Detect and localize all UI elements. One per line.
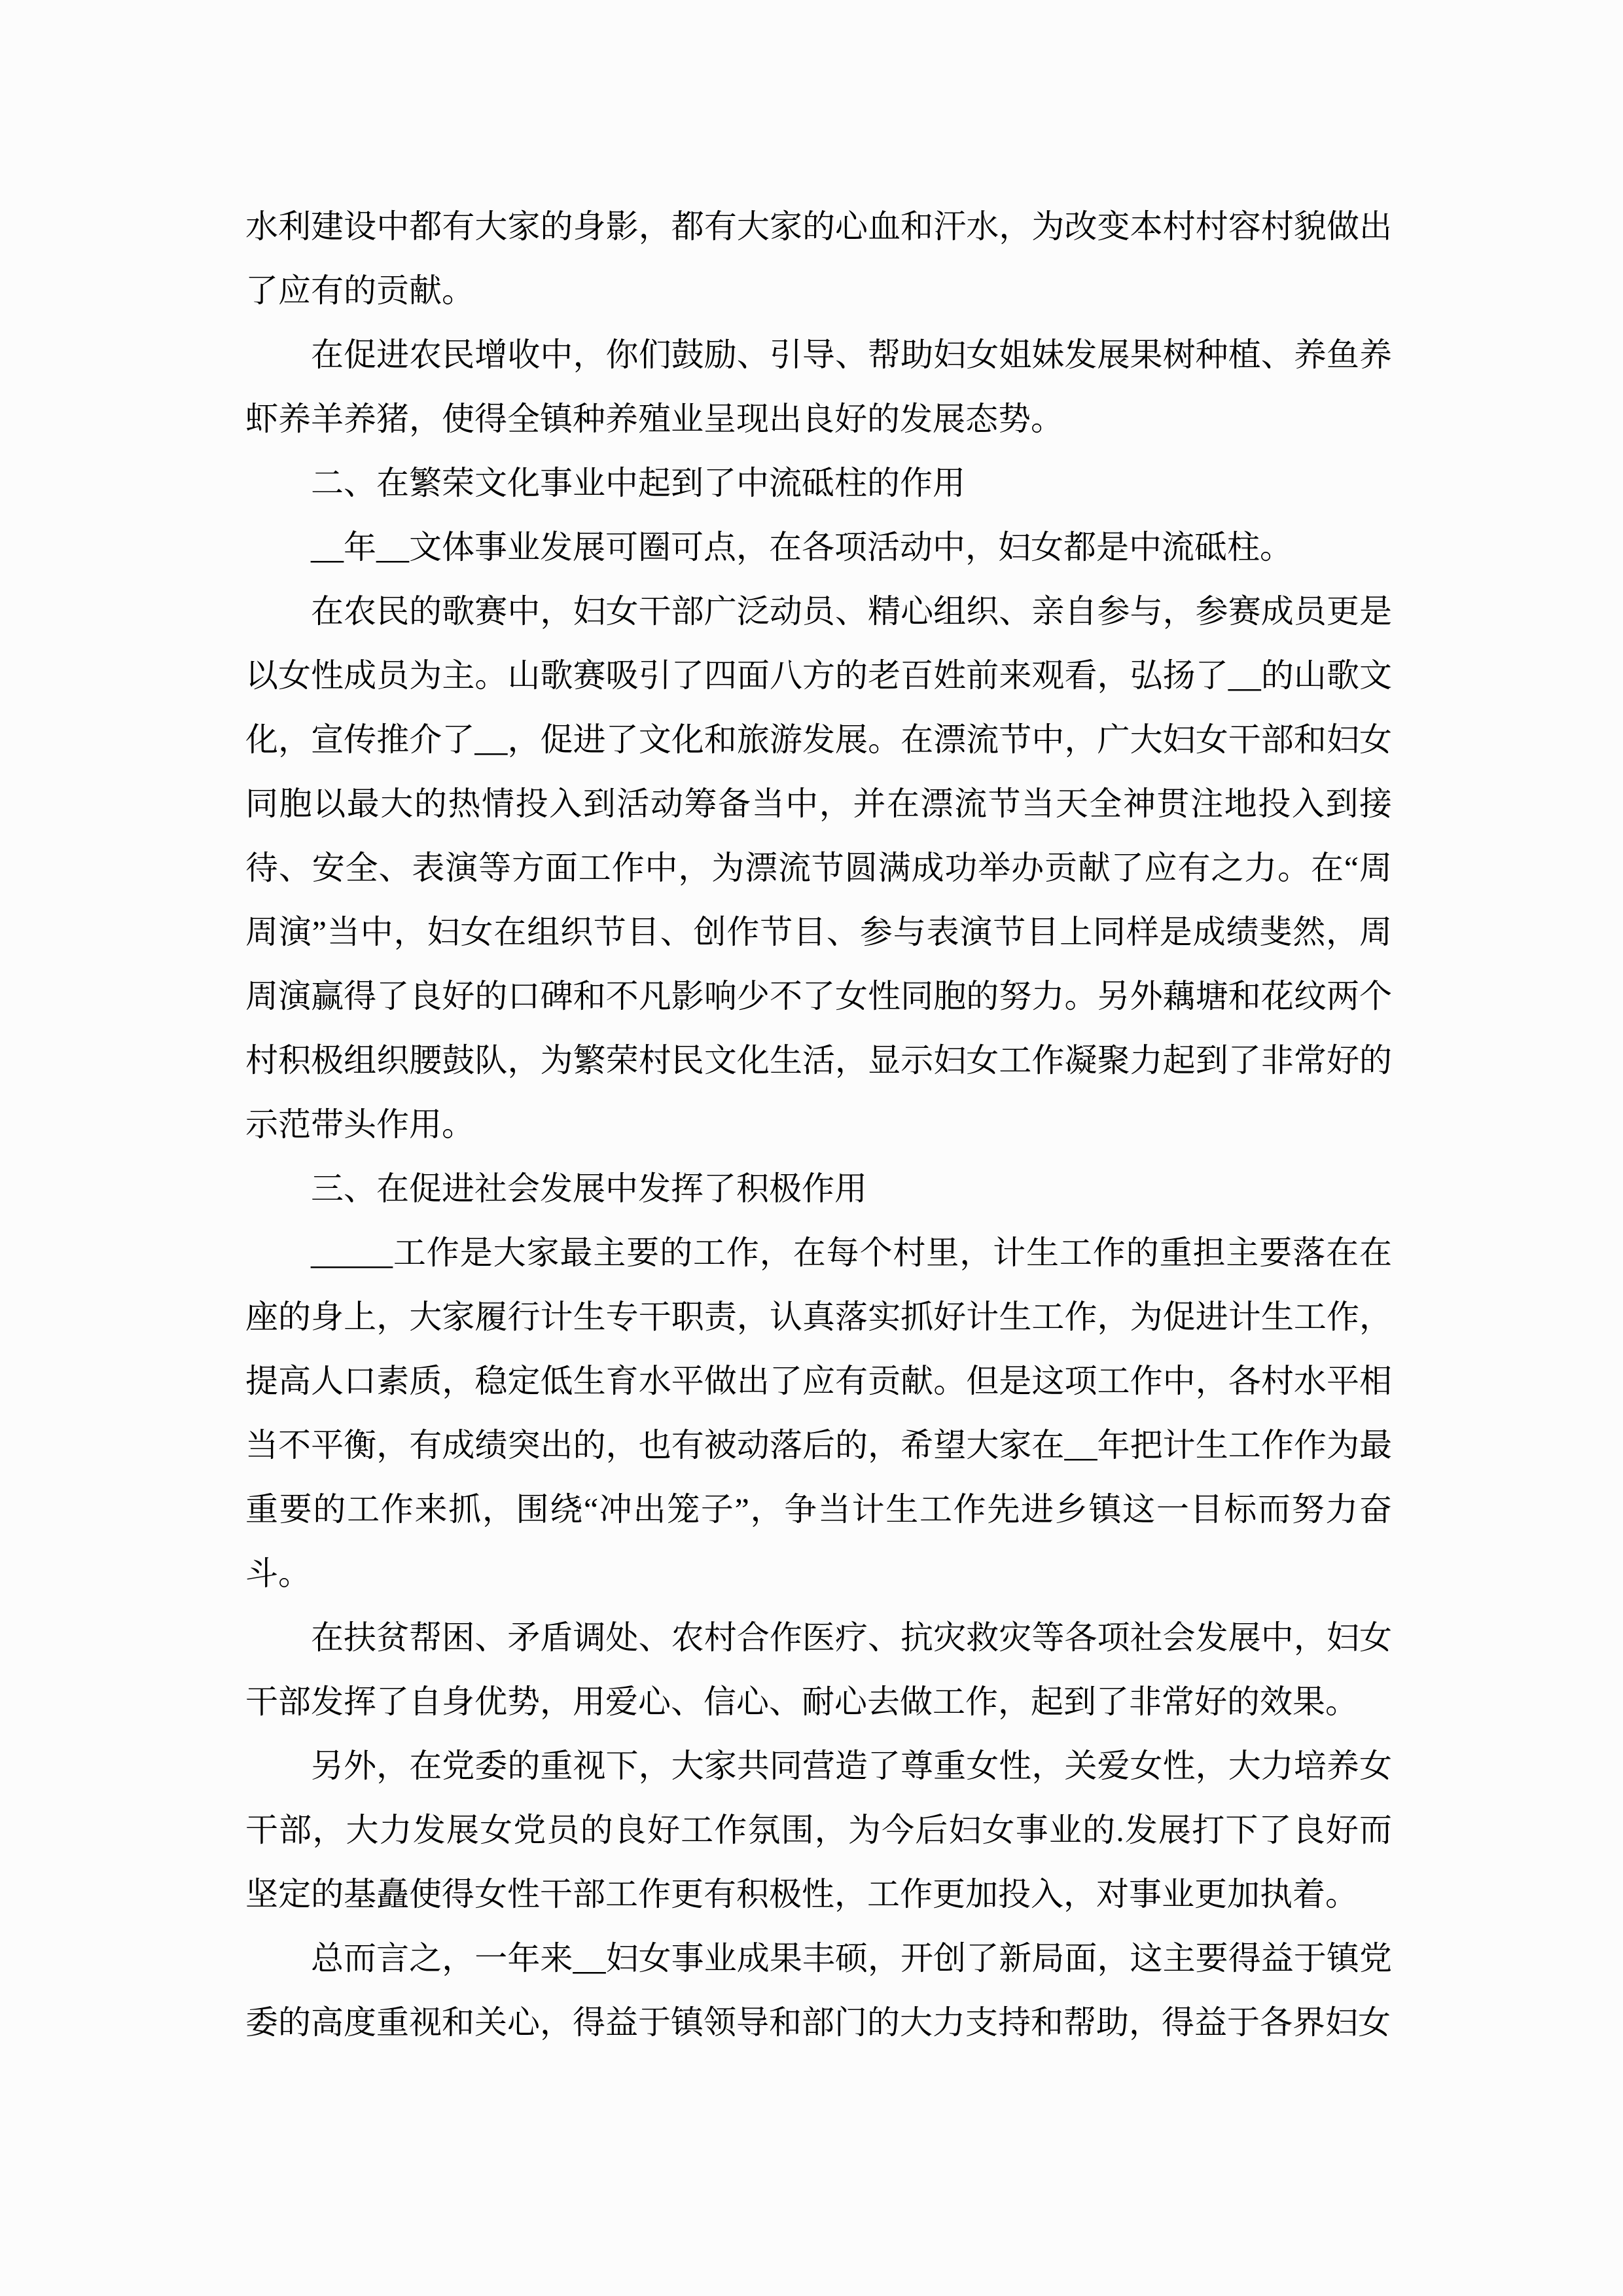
paragraph-water-conservancy: 水利建设中都有大家的身影，都有大家的心血和汗水，为改变本村村容村貌做出了应有的贡献。	[245, 208, 1392, 309]
paragraph-farmer-income: 在促进农民增收中，你们鼓励、引导、帮助妇女姐妹发展果树种植、养鱼养虾养羊养猪，使得全镇种养殖业呈现出良好的发展态势。	[245, 336, 1392, 437]
document-text-body	[245, 194, 1392, 2054]
paragraph-culture-sports-intro: __年__文体事业发展可圈可点，在各项活动中，妇女都是中流砥柱。	[311, 529, 1293, 565]
paragraph-poverty-relief: 在扶贫帮困、矛盾调处、农村合作医疗、抗灾救灾等各项社会发展中，妇女干部发挥了自身优势，用爱心、信心、耐心去做工作，起到了非常好的效果。	[245, 1619, 1392, 1720]
section-heading-culture: 二、在繁荣文化事业中起到了中流砥柱的作用	[311, 465, 965, 501]
paragraph-family-planning: _____工作是大家最主要的工作，在每个村里，计生工作的重担主要落在在座的身上，大家履行计生专干职责，认真落实抓好计生工作，为促进计生工作，提高人口素质，稳定低生育水平做出了应有贡献。但是这项工作中，各村水平相当不平衡，有成绩突出的，也有被动落后的，希望大家在__年把计生工作作为最重要的工作来抓，围绕“冲出笼子”，争当计生工作先进乡镇这一目标而努力奋斗。	[245, 1234, 1392, 1592]
paragraph-summary: 总而言之，一年来__妇女事业成果丰硕，开创了新局面，这主要得益于镇党委的高度重视和关心，得益于镇领导和部门的大力支持和帮助，得益于各界妇女	[245, 1940, 1392, 2041]
section-heading-social-development: 三、在促进社会发展中发挥了积极作用	[311, 1170, 867, 1207]
paragraph-culture-activities: 在农民的歌赛中，妇女干部广泛动员、精心组织、亲自参与，参赛成员更是以女性成员为主。山歌赛吸引了四面八方的老百姓前来观看，弘扬了__的山歌文化，宣传推介了__，促进了文化和旅游发展。在漂流节中，广大妇女干部和妇女同胞以最大的热情投入到活动筹备当中，并在漂流节当天全神贯注地投入到接待、安全、表演等方面工作中，为漂流节圆满成功举办贡献了应有之力。在“周周演”当中，妇女在组织节目、创作节目、参与表演节目上同样是成绩斐然，周周演赢得了良好的口碑和不凡影响少不了女性同胞的努力。另外藕塘和花纹两个村积极组织腰鼓队，为繁荣村民文化生活，显示妇女工作凝聚力起到了非常好的示范带头作用。	[245, 593, 1392, 1143]
paragraph-party-committee: 另外，在党委的重视下，大家共同营造了尊重女性，关爱女性，大力培养女干部，大力发展女党员的良好工作氛围，为今后妇女事业的.发展打下了良好而坚定的基矗使得女性干部工作更有积极性，工作更加投入，对事业更加执着。	[245, 1748, 1392, 1912]
